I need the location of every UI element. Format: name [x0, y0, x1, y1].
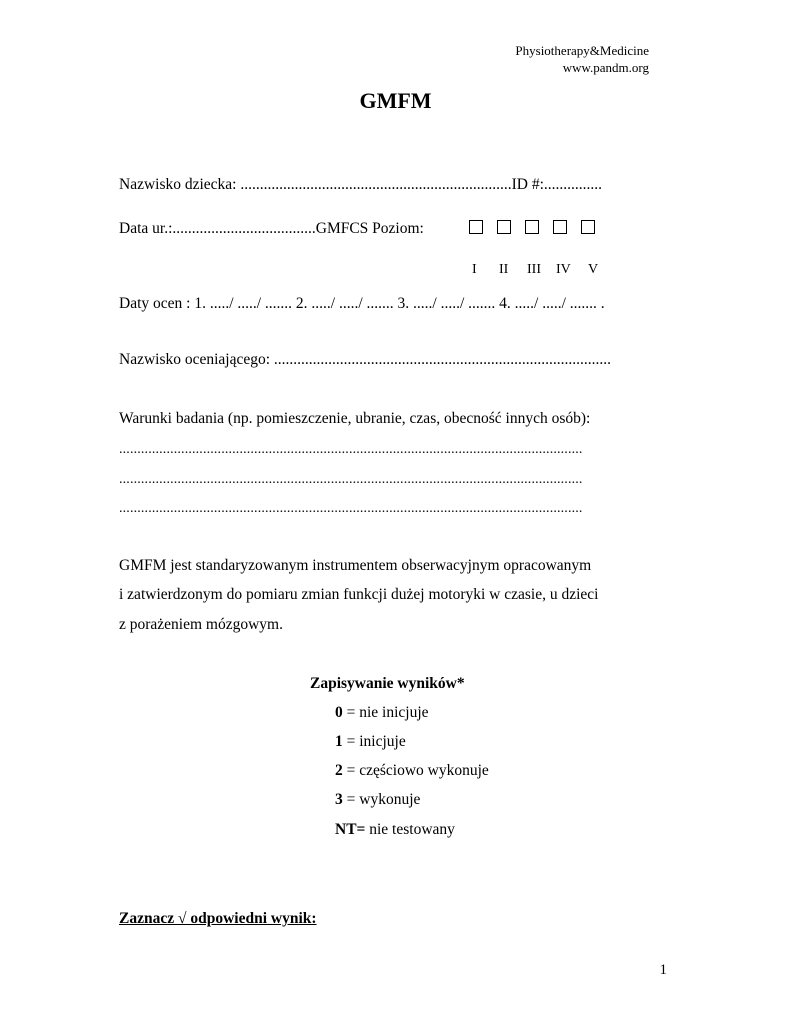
description-line: GMFM jest standaryzowanym instrumentem obserwacyjnym opracowanym	[119, 557, 592, 574]
assessor-name-field: Nazwisko oceniającego: .......................................................................................	[119, 351, 612, 368]
scoring-title: Zapisywanie wyników*	[310, 675, 465, 692]
gmfcs-level-label: II	[499, 262, 509, 277]
gmfcs-checkboxes	[469, 220, 595, 238]
scoring-item	[335, 820, 455, 840]
gmfcs-level-label: III	[527, 262, 541, 277]
journal-name: Physiotherapy&Medicine	[515, 43, 649, 58]
gmfcs-level-label: V	[588, 262, 599, 277]
score-code: 2	[335, 762, 343, 779]
conditions-line: ...............................................................................................................................	[119, 501, 583, 516]
gmfcs-checkbox-4[interactable]	[553, 220, 567, 234]
assessment-dates-field: Daty ocen : 1. ...../ ...../ ....... 2. ...../ ...../ ....... 3. ...../ ...../ ....... 4. ...../ ...../ ....... .	[119, 295, 605, 312]
scoring-item	[335, 732, 406, 752]
page-number: 1	[659, 962, 667, 978]
page-title: GMFM	[359, 88, 432, 113]
score-sep: =	[342, 762, 360, 779]
score-label: nie testowany	[369, 821, 455, 838]
score-code: 3	[335, 791, 343, 808]
child-name-field: Nazwisko dziecka: ......................................................................ID #:...............	[119, 176, 603, 193]
instruction-heading: Zaznacz √ odpowiedni wynik:	[119, 910, 317, 927]
scoring-item	[335, 703, 429, 723]
score-code: 0	[335, 704, 343, 721]
gmfcs-level-label: I	[472, 262, 477, 277]
gmfcs-checkbox-2[interactable]	[497, 220, 511, 234]
gmfcs-level-label: IV	[556, 262, 571, 277]
score-code: 1	[335, 733, 343, 750]
dob-gmfcs-row	[119, 219, 424, 239]
scoring-item	[335, 761, 489, 781]
description-line: z porażeniem mózgowym.	[119, 616, 283, 633]
score-code: NT=	[335, 821, 366, 838]
conditions-line: ...............................................................................................................................	[119, 472, 583, 487]
scoring-item	[335, 790, 420, 810]
score-sep: =	[342, 704, 360, 721]
conditions-label: Warunki badania (np. pomieszczenie, ubranie, czas, obecność innych osób):	[119, 410, 591, 427]
journal-website: www.pandm.org	[562, 60, 649, 75]
score-label: inicjuje	[359, 733, 406, 750]
score-label: nie inicjuje	[359, 704, 429, 721]
score-label: częściowo wykonuje	[359, 762, 489, 779]
gmfcs-checkbox-3[interactable]	[525, 220, 539, 234]
score-label: wykonuje	[359, 791, 421, 808]
score-sep: =	[342, 733, 360, 750]
score-sep: =	[342, 791, 360, 808]
dob-label: Data ur.:.....................................GMFCS Poziom:	[119, 220, 424, 237]
conditions-line: ...............................................................................................................................	[119, 442, 583, 457]
gmfcs-checkbox-1[interactable]	[469, 220, 483, 234]
gmfcs-checkbox-5[interactable]	[581, 220, 595, 234]
description-line: i zatwierdzonym do pomiaru zmian funkcji dużej motoryki w czasie, u dzieci	[119, 586, 599, 603]
